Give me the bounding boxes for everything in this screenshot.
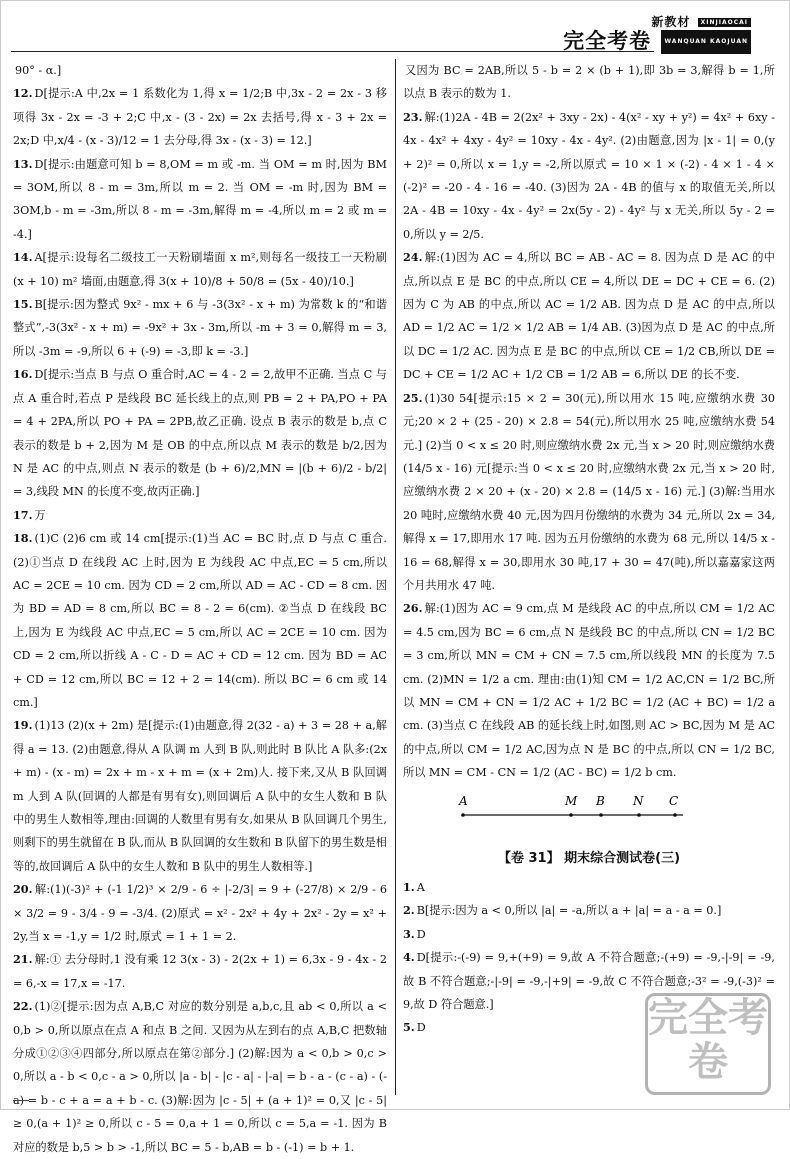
answer-item: 4. D[提示:-(-9) = 9,+(+9) = 9,故 A 不符合题意;-(+9) = -9,-|-9| = -9,故 B 不符合题意;-|-9| = -9,-|+9| = -9,故 C 不符合题意;-3² = -9,(-3)² = 9,故 D 符合题意.]	[403, 950, 775, 1012]
answer-item: 3. D	[403, 926, 426, 941]
answer-item: 23. 解:(1)2A - 4B = 2(2x² + 3xy - 2x) - 4(x² - xy + y²) = 4x² + 6xy - 4x - 4x² + 4xy - 4y² = 10xy - 4x - 4y². (2)由题意,因为 |x - 1| = 0,(y + 2)² = 0,所以 x = 1,y = -2,所以原式 = 10 × 1 × (-2) - 4 × 1 - 4 × (-2)² = -20 - 4 - 16 = -40. (3)因为 2A - 4B 的值与 x 的取值无关,所以 2A - 4B = 10xy - 4x - 4y² = 2x(5y - 2) - 4y² 与 x 无关,所以 5y - 2 = 0,所以 y = 2/5.	[403, 109, 775, 241]
point-m-dot	[569, 813, 573, 817]
right-column	[403, 59, 775, 1040]
answer-item: 5. D	[403, 1020, 426, 1035]
point-label: C	[669, 793, 679, 808]
answer-item: 90° - α.]	[15, 64, 62, 77]
answer-item: 2. B[提示:因为 a < 0,所以 |a| = -a,所以 a + |a| = a - a = 0.]	[403, 903, 722, 918]
header-rule	[11, 51, 654, 52]
point-label: A	[459, 793, 468, 808]
answer-item: 26. 解:(1)因为 AC = 9 cm,点 M 是线段 AC 的中点,所以 CM = 1/2 AC = 4.5 cm,因为 BC = 6 cm,点 N 是线段 BC 的中点,所以 CN = 1/2 BC = 3 cm,所以 MN = CM + CN = 7.5 cm,所以线段 MN 的长度为 7.5 cm. (2)MN = 1/2 a cm. 理由:由(1)知 CM = 1/2 AC,CN = 1/2 BC,所以 MN = CM + CN = 1/2 AC + 1/2 BC = 1/2 (AC + BC) = 1/2 a cm. (3)当点 C 在线段 AB 的延长线上时,如图,则 AC > BC,因为 M 是 AC 的中点,所以 CM = 1/2 AC,因为点 N 是 BC 的中点,所以 CN = 1/2 BC,所以 MN = CM - CN = 1/2 (AC - BC) = 1/2 b cm.	[403, 601, 775, 780]
answer-item: 14. A[提示:设每名二级技工一天粉刷墙面 x m²,则每名一级技工一天粉刷 (x + 10) m² 墙面,由题意,得 3(x + 10)/8 + 50/8 = (5x - 40)/10.]	[13, 250, 387, 288]
answer-item: 1. A	[403, 880, 425, 894]
answer-item: 21. 解:① 去分母时,1 没有乘 12 3(x - 3) - 2(2x + 1) = 6,3x - 9 - 4x - 2 = 6,-x = 17,x = -17.	[13, 952, 387, 990]
point-a-dot	[461, 813, 465, 817]
brand-series: 新教材 XINJIAOCAI	[563, 13, 751, 30]
point-c-dot	[673, 813, 677, 817]
left-column	[13, 59, 387, 1159]
answer-item: 24. 解:(1)因为 AC = 4,所以 BC = AB - AC = 8. 因为点 D 是 AC 的中点,所以点 E 是 BC 的中点,所以 CE = 4,所以 DE = DC + CE = 6. (2)因为 C 为 AB 的中点,所以 AC = 1/2 AB. 因为点 D 是 AC 的中点,所以 AD = 1/2 AC = 1/2 × 1/2 AB = 1/4 AB. (3)因为点 D 是 AC 的中点,所以 DC = 1/2 AC. 因为点 E 是 BC 的中点,所以 CE = 1/2 CB,所以 DE = DC + CE = 1/2 AC + 1/2 CB = 1/2 AB = 6,所以 DE 的长不变.	[403, 250, 775, 382]
point-label: B	[596, 793, 605, 808]
answer-item: 18. (1)C (2)6 cm 或 14 cm[提示:(1)当 AC = BC 时,点 D 与点 C 重合. (2)①当点 D 在线段 AC 上时,因为 E 为线段 AC 中点,EC = 5 cm,所以 AC = 2CE = 10 cm. 因为 CD = 2 cm,所以 AD = AC - CD = 8 cm. 因为 BD = AD = 8 cm,所以 BC = 8 - 2 = 6(cm). ②当点 D 在线段 BC 上,因为 E 为线段 AC 中点,EC = 5 cm,所以 AC = 2CE = 10 cm. 因为 CD = 2 cm,所以折线 A - C - D = AC + CD = 12 cm. 因为 BD = AC + CD = 12 cm,所以 BC = 12 + 2 = 14(cm). 所以 BC = 6 cm 或 14 cm.]	[13, 531, 387, 709]
answer-item: 20. 解:(1)(-3)² + (-1 1/2)³ × 2/9 - 6 ÷ |-2/3| = 9 + (-27/8) × 2/9 - 6 × 3/2 = 9 - 3/4 - 9 = -3/4. (2)原式 = x² - 2x² + 4y + 2x² - 2y = x² + 2y,当 x = -1,y = 1/2 时,原式 = 1 + 1 = 2.	[13, 882, 387, 944]
brand-title-tag: WANQUAN KAOJUAN	[661, 30, 751, 54]
point-b-dot	[599, 813, 603, 817]
brand-header	[563, 13, 751, 54]
column-divider	[395, 59, 396, 1095]
segment-figure	[403, 785, 775, 837]
bottom-rule	[13, 1100, 29, 1101]
answer-item: 22. (1)②[提示:因为点 A,B,C 对应的数分别是 a,b,c,且 ab < 0,所以 a < 0,b > 0,所以原点在点 A 和点 B 之间. 又因为从左到右的点 A,B,C 把数轴分成①②③④四部分,所以原点在第②部分.] (2)解:因为 a < 0,b > 0,c > 0,所以 a - b < 0,c - a > 0,所以 |a - b| - |c - a| - |-a| = b - a - (c - a) - (-a) = b - c + a = a + b - c. (3)解:因为 |c - 5| + (a + 1)² = 0,又 |c - 5| ≥ 0,(a + 1)² ≥ 0,所以 c - 5 = 0,a + 1 = 0,所以 c = 5,a = -1. 因为 B 对应的数是 b,5 > b > -1,所以 BC = 5 - b,AB = b - (-1) = b + 1.	[13, 999, 387, 1154]
point-label: M	[565, 793, 578, 808]
answer-item: 又因为 BC = 2AB,所以 5 - b = 2 × (b + 1),即 3b = 3,解得 b = 1,所以点 B 表示的数为 1.	[403, 64, 775, 101]
watermark-stamp: 完全考卷	[645, 993, 771, 1095]
point-label: N	[633, 793, 644, 808]
answer-item: 15. B[提示:因为整式 9x² - mx + 6 与 -3(3x² - x + m) 为常数 k 的“和谐整式”,-3(3x² - x + m) = -9x² + 3x - 3m,所以 -m + 3 = 0,解得 m = 3,所以 -3m = -9,所以 6 + (-9) = -3,即 k = -3.]	[13, 297, 387, 358]
brand-title: 完全考卷 WANQUAN KAOJUAN	[563, 30, 751, 54]
answer-item: 19. (1)13 (2)(x + 2m) 是[提示:(1)由题意,得 2(32 - a) + 3 = 28 + a,解得 a = 13. (2)由题意,得从 A 队调 m 人到 B 队,则此时 B 队比 A 队多:(2x + m) - (x - m) = 2x + m - x + m = (x + 2m)人. 接下来,又从 B 队回调 m 人到 A 队(回调的人都是有男有女),则回调后 A 队中的女生人数和 B 队中的男生人数相等,理由:回调的人数里有男有女,如果从 B 队回调几个男生,则剩下的男生就留在 B 队,而从 B 队回调的女生数和 B 队留下的男生数是相等的,故回调后 A 队中的女生人数和 B 队中的男生人数相等.]	[13, 718, 387, 873]
answer-item: 25. (1)30 54[提示:15 × 2 = 30(元),所以用水 15 吨,应缴纳水费 30 元;20 × 2 + (25 - 20) × 2.8 = 54(元),所以用水 25 吨,应缴纳水费 54 元.] (2)当 0 < x ≤ 20 时,则应缴纳水费 2x 元,当 x > 20 时,则应缴纳水费 (14/5 x - 16) 元[提示:当 0 < x ≤ 20 时,应缴纳水费 2x 元,当 x > 20 时,应缴纳水费 2 × 20 + (x - 20) × 2.8 = (14/5 x - 16) 元.] (3)解:当用水 20 吨时,应缴纳水费 40 元,因为四月份缴纳的水费为 34 元,所以 2x = 34,解得 x = 17,即用水 17 吨. 因为五月份缴纳的水费为 68 元,所以 14/5 x - 16 = 68,解得 x = 30,即用水 30 吨,17 + 30 = 47(吨),所以嘉嘉家这两个月共用水 47 吨.	[403, 390, 775, 592]
section-title: 【卷 31】 期末综合测试卷(三)	[497, 850, 681, 866]
answer-item: 17. 万	[13, 507, 46, 522]
brand-series-tag: XINJIAOCAI	[698, 18, 751, 27]
point-n-dot	[637, 813, 641, 817]
answer-item: 13. D[提示:由题意可知 b = 8,OM = m 或 -m. 当 OM = m 时,因为 BM = 3OM,所以 8 - m = 3m,所以 m = 2. 当 OM = -m 时,因为 BM = 3OM,b - m = -3m,所以 8 - m = -3m,解得 m = -4,所以 m = 2 或 m = -4.]	[13, 156, 387, 241]
answer-item: 16. D[提示:当点 B 与点 O 重合时,AC = 4 - 2 = 2,故甲不正确. 当点 C 与点 A 重合时,若点 P 是线段 BC 延长线上的点,则 PB = 2 + PA,PO + PA = 4 + 2PA,所以 PO + PA = 2PB,故乙正确. 设点 B 表示的数是 b,点 C 表示的数是 b + 2,因为 M 是 OB 的中点,所以点 M 表示的数是 b/2,因为 N 是 AC 的中点,则点 N 表示的数是 (b + 6)/2,MN = |(b + 6)/2 - b/2| = 3,线段 MN 的长度不变,故丙正确.]	[13, 367, 387, 499]
number-line-diagram	[403, 785, 775, 837]
answer-item: 12. D[提示:A 中,2x = 1 系数化为 1,得 x = 1/2;B 中,3x - 2 = 2x - 3 移项得 3x - 2x = -3 + 2;C 中,x - (3 - 2x) = 2x 去括号,得 x - 3 + 2x = 2x;D 中,x/4 - (x - 3)/12 = 1 去分母,得 3x - (x - 3) = 12.]	[13, 86, 387, 148]
